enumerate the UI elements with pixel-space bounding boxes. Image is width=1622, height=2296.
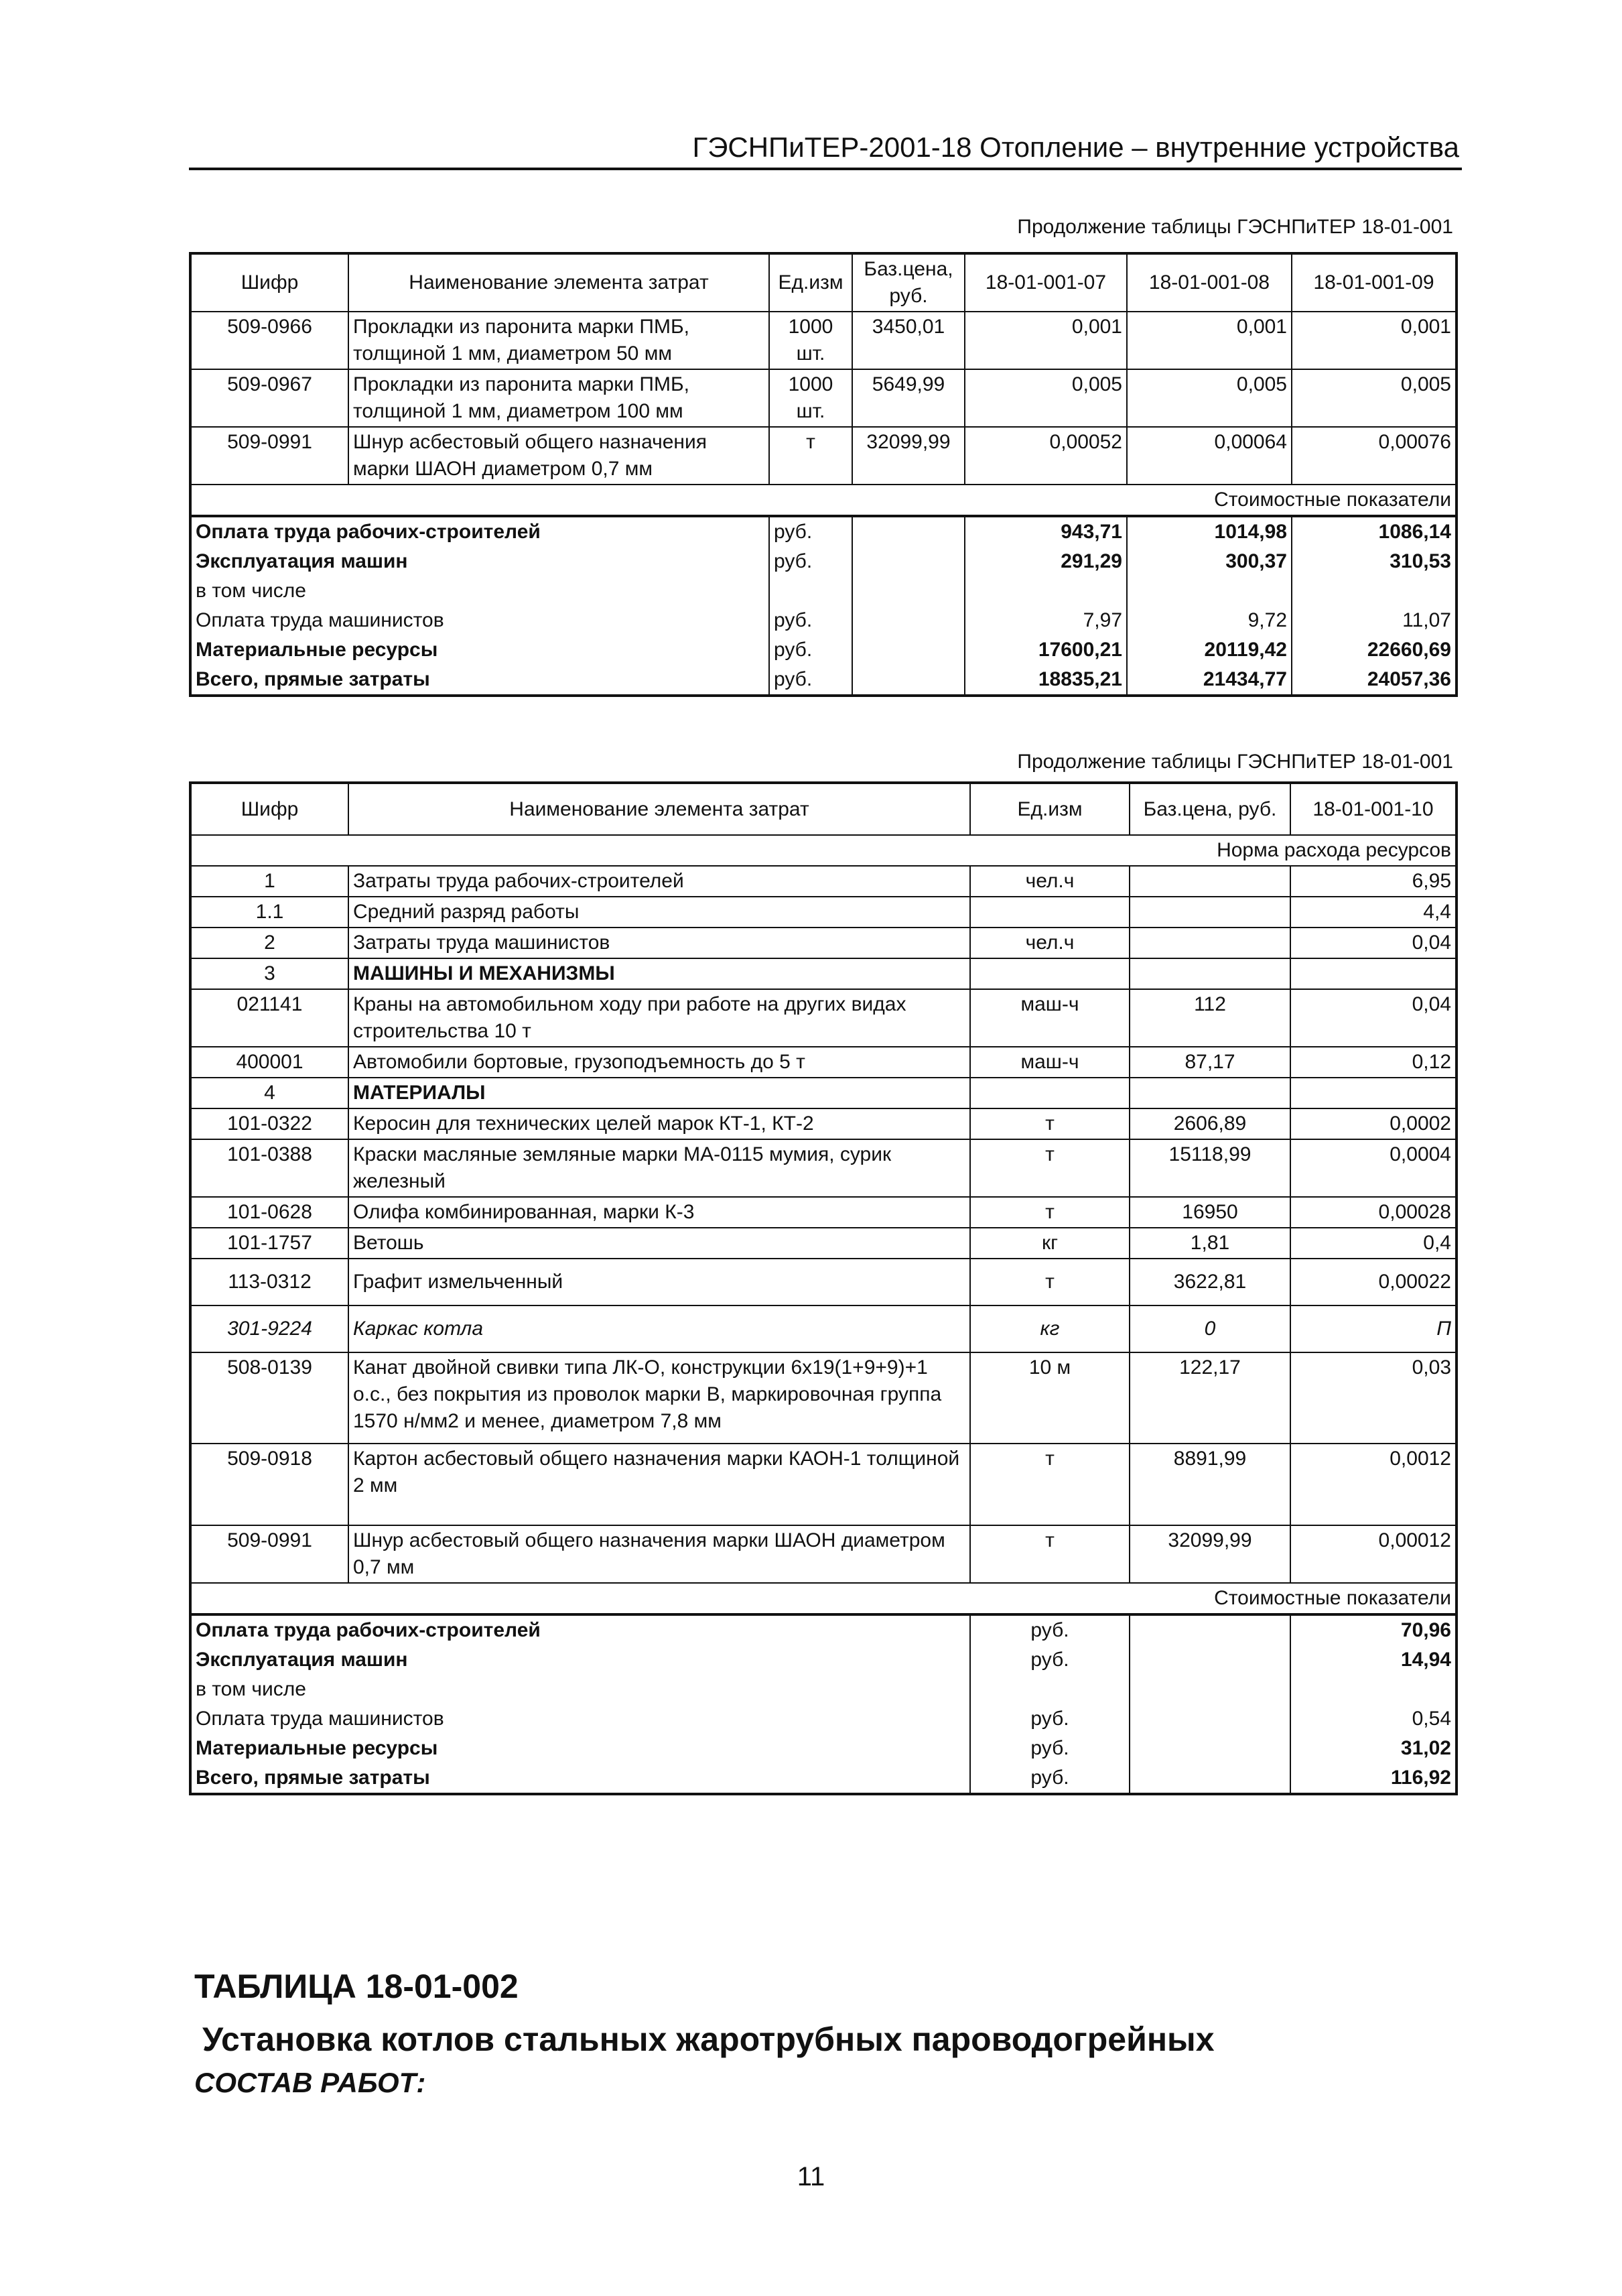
summary-row: [190, 1675, 1457, 1704]
cell-unit: маш-ч: [970, 989, 1130, 1047]
works-label: СОСТАВ РАБОТ:: [194, 2067, 426, 2098]
cell-price: [1130, 1078, 1290, 1108]
cell-name: Каркас котла: [348, 1305, 970, 1352]
cell-unit: 10 м: [970, 1352, 1130, 1444]
summary-row: [190, 576, 1457, 606]
summary-empty: [1130, 1645, 1290, 1675]
table-row: [190, 1108, 1457, 1139]
table-row: [190, 1444, 1457, 1525]
cost-section-label: Стоимостные показатели: [190, 1583, 1457, 1614]
summary-value: 7,97: [965, 606, 1127, 635]
summary-value: 0,54: [1290, 1704, 1457, 1734]
cell-value: 0,00012: [1290, 1525, 1457, 1583]
summary-row: [190, 516, 1457, 547]
summary-row: [190, 1704, 1457, 1734]
table-row: [190, 897, 1457, 928]
summary-row: [190, 606, 1457, 635]
summary-empty: [852, 665, 965, 696]
summary-unit: руб.: [970, 1763, 1130, 1794]
col-header-price: Баз.цена, руб.: [852, 253, 965, 312]
cell-name: Ветошь: [348, 1228, 970, 1259]
summary-value: 20119,42: [1127, 635, 1292, 665]
cell-value: 0,00028: [1290, 1197, 1457, 1228]
summary-row: [190, 1734, 1457, 1763]
running-header: [189, 131, 1462, 170]
summary-row: [190, 665, 1457, 696]
table-row: [190, 1197, 1457, 1228]
col-header-unit: Ед.изм: [970, 783, 1130, 835]
cell-code: 101-0322: [190, 1108, 348, 1139]
page-number: 11: [797, 2162, 825, 2191]
cell-price: 32099,99: [1130, 1525, 1290, 1583]
table-18-01-001-continued-2: [189, 781, 1458, 1795]
cell-price: [1130, 928, 1290, 958]
cell-unit: т: [970, 1259, 1130, 1305]
summary-label: в том числе: [190, 576, 769, 606]
table-row: [190, 1352, 1457, 1444]
cell-name: Керосин для технических целей марок КТ-1, КТ-2: [348, 1108, 970, 1139]
summary-unit: руб.: [769, 606, 852, 635]
summary-label: Оплата труда рабочих-строителей: [190, 516, 769, 547]
cell-code: 509-0918: [190, 1444, 348, 1525]
cell-price: 5649,99: [852, 369, 965, 427]
summary-row: [190, 1763, 1457, 1794]
summary-unit: руб.: [970, 1734, 1130, 1763]
summary-value: 31,02: [1290, 1734, 1457, 1763]
summary-value: 291,29: [965, 547, 1127, 576]
cell-price: 2606,89: [1130, 1108, 1290, 1139]
table-row: [190, 1228, 1457, 1259]
summary-unit: [970, 1675, 1130, 1704]
table-row: [190, 1259, 1457, 1305]
table-row: [190, 1525, 1457, 1583]
cell-code: 021141: [190, 989, 348, 1047]
cell-unit: кг: [970, 1228, 1130, 1259]
summary-value: 9,72: [1127, 606, 1292, 635]
table-header-row: [190, 253, 1457, 312]
cell-value: [1290, 958, 1457, 989]
summary-label: Материальные ресурсы: [190, 1734, 970, 1763]
summary-value: 116,92: [1290, 1763, 1457, 1794]
summary-value: 1014,98: [1127, 516, 1292, 547]
summary-unit: руб.: [769, 516, 852, 547]
cell-unit: маш-ч: [970, 1047, 1130, 1078]
cell-unit: 1000 шт.: [769, 312, 852, 369]
cell-unit: т: [970, 1525, 1130, 1583]
summary-unit: руб.: [970, 1704, 1130, 1734]
table-row: [190, 1305, 1457, 1352]
summary-value: 310,53: [1292, 547, 1457, 576]
summary-label: Эксплуатация машин: [190, 1645, 970, 1675]
cell-name: Графит измельченный: [348, 1259, 970, 1305]
cell-code: 3: [190, 958, 348, 989]
col-header-norm: 18-01-001-10: [1290, 783, 1457, 835]
table1-caption: Продолжение таблицы ГЭСНПиТЕР 18-01-001: [1017, 216, 1453, 238]
col-header-norm: 18-01-001-07: [965, 253, 1127, 312]
col-header-norm: 18-01-001-08: [1127, 253, 1292, 312]
cell-name: МАШИНЫ И МЕХАНИЗМЫ: [348, 958, 970, 989]
cell-name: Затраты труда рабочих-строителей: [348, 866, 970, 897]
cost-section-row: [190, 1583, 1457, 1614]
cell-price: [1130, 866, 1290, 897]
summary-value: 18835,21: [965, 665, 1127, 696]
cell-name: Краски масляные земляные марки МА-0115 мумия, сурик железный: [348, 1139, 970, 1197]
cell-unit: чел.ч: [970, 866, 1130, 897]
cell-value: 0,04: [1290, 928, 1457, 958]
summary-value: 11,07: [1292, 606, 1457, 635]
table-18-01-001-continued-1: [189, 252, 1458, 697]
cell-unit: 1000 шт.: [769, 369, 852, 427]
cost-section-row: [190, 485, 1457, 516]
section-subtitle: Установка котлов стальных жаротрубных пароводогрейных: [202, 2021, 1215, 2058]
summary-label: Оплата труда машинистов: [190, 606, 769, 635]
cell-unit: т: [769, 427, 852, 485]
cell-value: 4,4: [1290, 897, 1457, 928]
cell-value: 0,001: [965, 312, 1127, 369]
cell-name: Канат двойной свивки типа ЛК-О, конструкции 6х19(1+9+9)+1 о.с., без покрытия из проволок марки В, маркировочная группа 1570 н/мм2 и менее, диаметром 7,8 мм: [348, 1352, 970, 1444]
summary-label: Эксплуатация машин: [190, 547, 769, 576]
cell-price: 3450,01: [852, 312, 965, 369]
summary-row: [190, 547, 1457, 576]
summary-empty: [1130, 1734, 1290, 1763]
summary-value: 24057,36: [1292, 665, 1457, 696]
cell-code: 1: [190, 866, 348, 897]
col-header-code: Шифр: [190, 783, 348, 835]
cell-unit: чел.ч: [970, 928, 1130, 958]
cell-name: Автомобили бортовые, грузоподъемность до 5 т: [348, 1047, 970, 1078]
summary-unit: [769, 576, 852, 606]
col-header-name: Наименование элемента затрат: [348, 253, 769, 312]
cell-code: 4: [190, 1078, 348, 1108]
norm-section-row: [190, 835, 1457, 866]
norm-section-label: Норма расхода ресурсов: [190, 835, 1457, 866]
summary-unit: руб.: [769, 547, 852, 576]
cell-value: П: [1290, 1305, 1457, 1352]
summary-label: Оплата труда машинистов: [190, 1704, 970, 1734]
table-row: [190, 958, 1457, 989]
cell-value: 0,001: [1127, 312, 1292, 369]
cell-unit: [970, 958, 1130, 989]
cell-unit: [970, 897, 1130, 928]
cell-price: 3622,81: [1130, 1259, 1290, 1305]
cell-unit: кг: [970, 1305, 1130, 1352]
summary-label: Всего, прямые затраты: [190, 1763, 970, 1794]
cell-value: 6,95: [1290, 866, 1457, 897]
cell-value: 0,04: [1290, 989, 1457, 1047]
summary-value: [1127, 576, 1292, 606]
summary-value: 21434,77: [1127, 665, 1292, 696]
table-row: [190, 1139, 1457, 1197]
cell-value: 0,0012: [1290, 1444, 1457, 1525]
col-header-norm: 18-01-001-09: [1292, 253, 1457, 312]
table-row: [190, 1047, 1457, 1078]
summary-empty: [852, 635, 965, 665]
cell-value: 0,12: [1290, 1047, 1457, 1078]
cell-code: 101-1757: [190, 1228, 348, 1259]
summary-value: 22660,69: [1292, 635, 1457, 665]
cell-code: 2: [190, 928, 348, 958]
cell-price: [1130, 897, 1290, 928]
summary-value: 17600,21: [965, 635, 1127, 665]
cell-price: 15118,99: [1130, 1139, 1290, 1197]
summary-empty: [1130, 1614, 1290, 1645]
cell-price: 122,17: [1130, 1352, 1290, 1444]
summary-label: Оплата труда рабочих-строителей: [190, 1614, 970, 1645]
cell-name: Шнур асбестовый общего назначения марки ШАОН диаметром 0,7 мм: [348, 427, 769, 485]
summary-empty: [1130, 1763, 1290, 1794]
cell-code: 1.1: [190, 897, 348, 928]
summary-label: Материальные ресурсы: [190, 635, 769, 665]
cell-unit: т: [970, 1444, 1130, 1525]
summary-value: 70,96: [1290, 1614, 1457, 1645]
cell-name: Краны на автомобильном ходу при работе на других видах строительства 10 т: [348, 989, 970, 1047]
cell-value: 0,005: [1127, 369, 1292, 427]
cell-name: Олифа комбинированная, марки К-3: [348, 1197, 970, 1228]
cell-unit: т: [970, 1197, 1130, 1228]
table2-caption: Продолжение таблицы ГЭСНПиТЕР 18-01-001: [1017, 751, 1453, 773]
cell-code: 400001: [190, 1047, 348, 1078]
col-header-price: Баз.цена, руб.: [1130, 783, 1290, 835]
summary-value: [1290, 1675, 1457, 1704]
summary-value: 943,71: [965, 516, 1127, 547]
cell-price: 87,17: [1130, 1047, 1290, 1078]
summary-row: [190, 1645, 1457, 1675]
cell-price: [1130, 958, 1290, 989]
cell-value: 0,00052: [965, 427, 1127, 485]
table-row: [190, 866, 1457, 897]
cell-unit: [970, 1078, 1130, 1108]
summary-empty: [852, 516, 965, 547]
cell-code: 509-0967: [190, 369, 348, 427]
cell-code: 508-0139: [190, 1352, 348, 1444]
summary-label: в том числе: [190, 1675, 970, 1704]
cell-code: 101-0388: [190, 1139, 348, 1197]
summary-empty: [852, 547, 965, 576]
summary-label: Всего, прямые затраты: [190, 665, 769, 696]
cell-unit: т: [970, 1108, 1130, 1139]
table-header-row: [190, 783, 1457, 835]
cell-code: 509-0966: [190, 312, 348, 369]
summary-row: [190, 635, 1457, 665]
summary-value: [1292, 576, 1457, 606]
cell-name: Прокладки из паронита марки ПМБ, толщиной 1 мм, диаметром 50 мм: [348, 312, 769, 369]
summary-empty: [1130, 1675, 1290, 1704]
cell-value: 0,4: [1290, 1228, 1457, 1259]
table-row: [190, 427, 1457, 485]
section-table-title: ТАБЛИЦА 18-01-002: [194, 1968, 519, 2005]
cell-name: Шнур асбестовый общего назначения марки ШАОН диаметром 0,7 мм: [348, 1525, 970, 1583]
cell-code: 113-0312: [190, 1259, 348, 1305]
summary-value: 1086,14: [1292, 516, 1457, 547]
cell-value: 0,03: [1290, 1352, 1457, 1444]
table-row: [190, 928, 1457, 958]
cell-name: Средний разряд работы: [348, 897, 970, 928]
summary-value: 14,94: [1290, 1645, 1457, 1675]
summary-value: 300,37: [1127, 547, 1292, 576]
cell-price: 1,81: [1130, 1228, 1290, 1259]
cell-name: Затраты труда машинистов: [348, 928, 970, 958]
cell-value: 0,0004: [1290, 1139, 1457, 1197]
cell-value: 0,00064: [1127, 427, 1292, 485]
col-header-code: Шифр: [190, 253, 348, 312]
cell-value: 0,00076: [1292, 427, 1457, 485]
cell-value: 0,001: [1292, 312, 1457, 369]
summary-value: [965, 576, 1127, 606]
cell-name: МАТЕРИАЛЫ: [348, 1078, 970, 1108]
summary-empty: [852, 606, 965, 635]
cell-price: 32099,99: [852, 427, 965, 485]
table-row: [190, 312, 1457, 369]
summary-unit: руб.: [769, 635, 852, 665]
cost-section-label: Стоимостные показатели: [190, 485, 1457, 516]
cell-code: 509-0991: [190, 427, 348, 485]
col-header-name: Наименование элемента затрат: [348, 783, 970, 835]
summary-unit: руб.: [970, 1645, 1130, 1675]
cell-value: 0,0002: [1290, 1108, 1457, 1139]
cell-code: 509-0991: [190, 1525, 348, 1583]
summary-row: [190, 1614, 1457, 1645]
cell-value: 0,00022: [1290, 1259, 1457, 1305]
cell-unit: т: [970, 1139, 1130, 1197]
summary-unit: руб.: [970, 1614, 1130, 1645]
cell-name: Прокладки из паронита марки ПМБ, толщиной 1 мм, диаметром 100 мм: [348, 369, 769, 427]
cell-price: 0: [1130, 1305, 1290, 1352]
summary-empty: [1130, 1704, 1290, 1734]
cell-price: 16950: [1130, 1197, 1290, 1228]
col-header-unit: Ед.изм: [769, 253, 852, 312]
summary-empty: [852, 576, 965, 606]
running-header-title: ГЭСНПиТЕР-2001-18 Отопление – внутренние устройства: [692, 131, 1459, 163]
cell-code: 101-0628: [190, 1197, 348, 1228]
cell-value: 0,005: [1292, 369, 1457, 427]
cell-price: 112: [1130, 989, 1290, 1047]
cell-price: 8891,99: [1130, 1444, 1290, 1525]
cell-value: 0,005: [965, 369, 1127, 427]
table-row: [190, 989, 1457, 1047]
summary-unit: руб.: [769, 665, 852, 696]
cell-code: 301-9224: [190, 1305, 348, 1352]
cell-name: Картон асбестовый общего назначения марки КАОН-1 толщиной 2 мм: [348, 1444, 970, 1525]
table-row: [190, 369, 1457, 427]
table-row: [190, 1078, 1457, 1108]
cell-value: [1290, 1078, 1457, 1108]
